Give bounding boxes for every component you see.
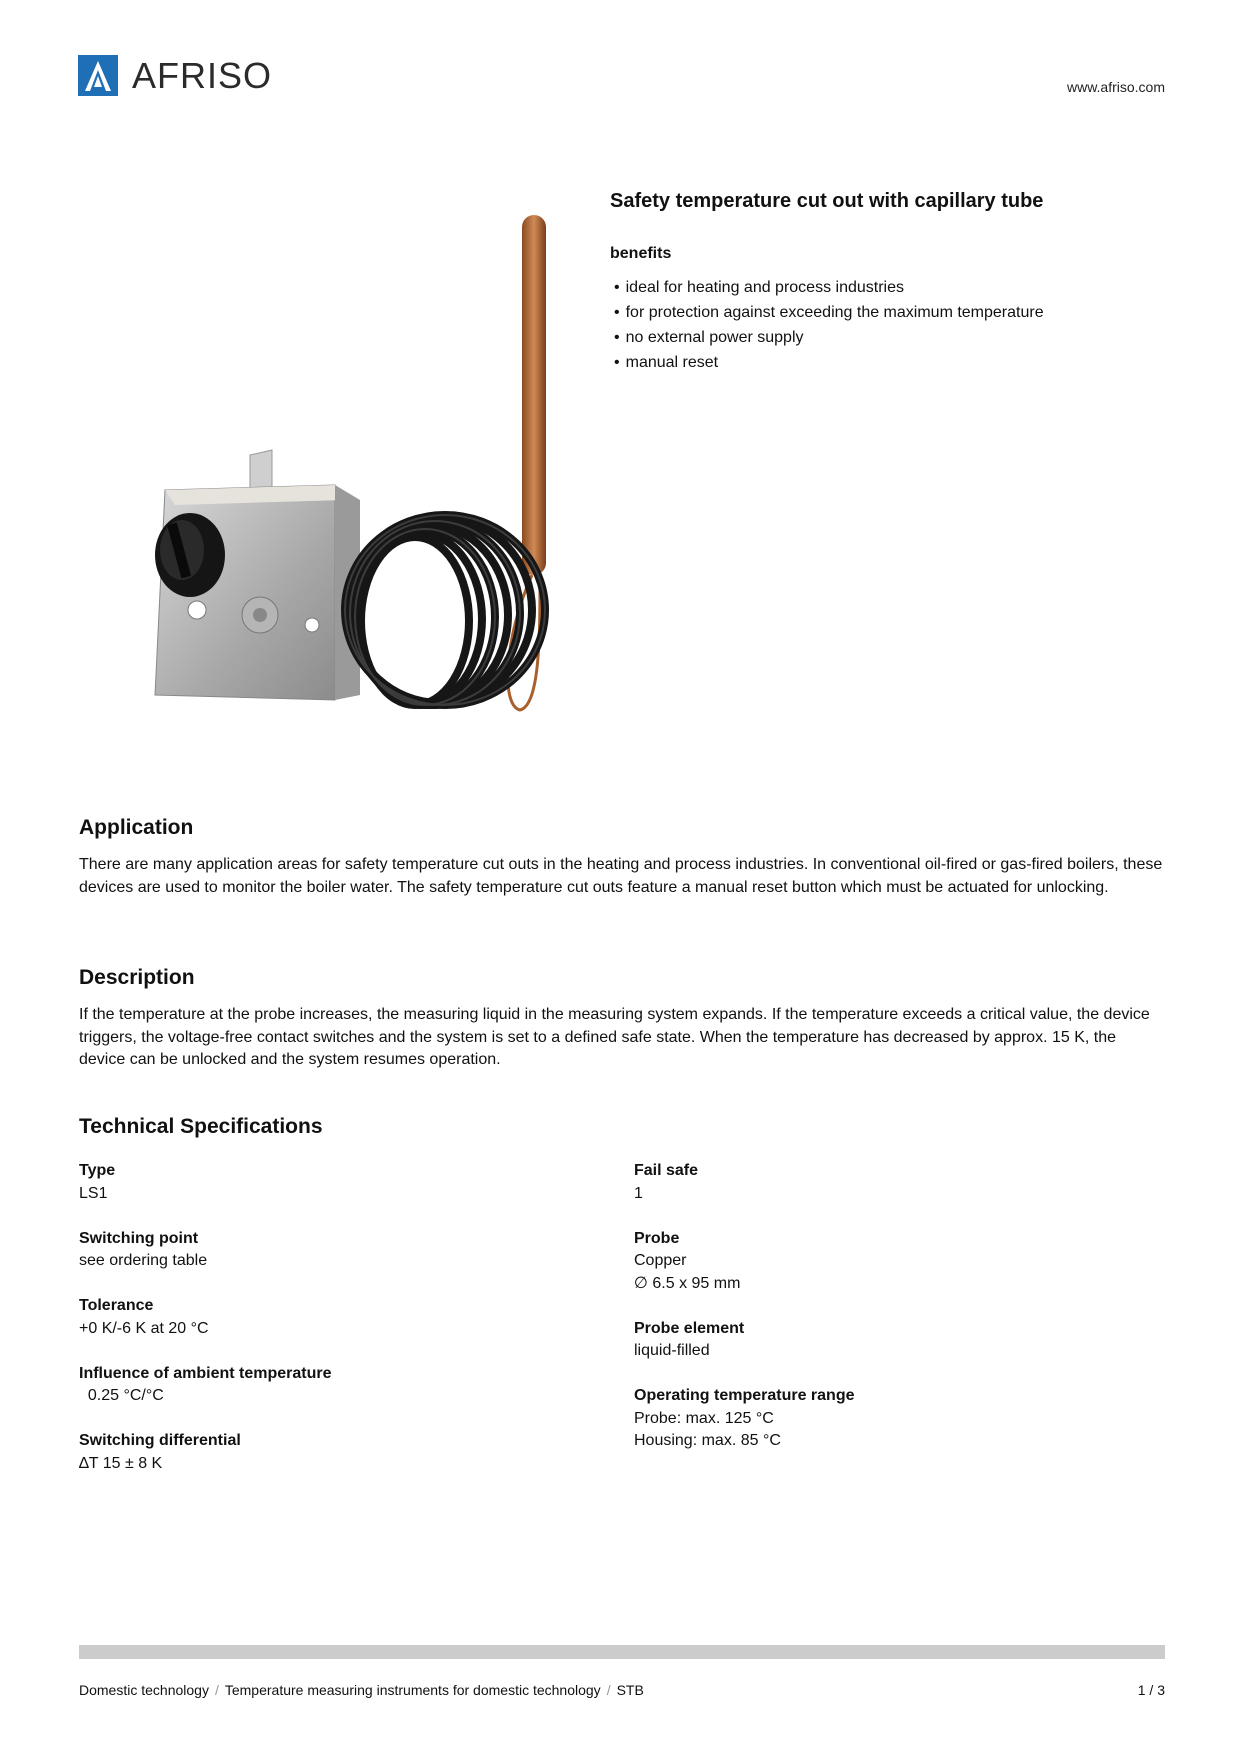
afriso-logo-icon [78, 55, 118, 96]
spec-value: 0.25 °C/°C [79, 1387, 164, 1404]
benefit-item: • manual reset [614, 350, 1044, 375]
spec-label: Type [79, 1162, 116, 1179]
spec-label: Fail safe [634, 1162, 699, 1179]
breadcrumb-item[interactable]: Temperature measuring instruments for domestic technology [224, 1682, 601, 1698]
spec-label: Probe [634, 1229, 680, 1247]
spec-value: +0 K/-6 K at 20 °C [79, 1319, 209, 1337]
benefits-heading: benefits [610, 245, 672, 262]
application-text: There are many application areas for safety temperature cut outs in the heating and process industries. In conventional oil-fired or gas-fired boilers, these devices are used to monitor the boiler water. The safety temperature cut outs feature a manual reset button which must be actuated for unlocking. [79, 856, 1163, 896]
breadcrumb-item[interactable]: Domestic technology [79, 1682, 209, 1698]
spec-fail-safe [634, 1160, 855, 1228]
description-heading: Description [79, 966, 195, 989]
spec-value: ∅ 6.5 x 95 mm [634, 1274, 741, 1292]
benefits-list [614, 275, 1044, 375]
footer-divider-bar [79, 1645, 1165, 1659]
spec-value: LS1 [79, 1184, 108, 1202]
spec-value: liquid-filled [634, 1342, 710, 1359]
spec-value: Copper [634, 1252, 687, 1269]
spec-value: ∆T 15 ± 8 K [79, 1454, 163, 1472]
spec-operating-temperature [634, 1385, 855, 1475]
logo-text: AFRISO [132, 55, 273, 96]
spec-label: Tolerance [79, 1297, 154, 1314]
product-title: Safety temperature cut out with capillary tube [610, 190, 1044, 212]
description-text: If the temperature at the probe increases, the measuring liquid in the measuring system expands. If the temperature exceeds a critical value, the device triggers, the voltage-free contact switches and the system is set to a defined safe state. When the temperature has decreased by approx. 15 K, the device can be unlocked and the system resumes operation. [79, 1006, 1150, 1068]
application-heading: Application [79, 816, 194, 839]
spec-label: Probe element [634, 1319, 745, 1337]
spec-value: Housing: max. 85 °C [634, 1432, 781, 1449]
spec-value: see ordering table [79, 1252, 208, 1269]
spec-label: Influence of ambient temperature [79, 1364, 332, 1382]
tech-specs-right-column [634, 1160, 855, 1475]
benefit-item: • ideal for heating and process industries [614, 275, 1044, 300]
benefit-item: • for protection against exceeding the maximum temperature [614, 300, 1044, 325]
spec-label: Operating temperature range [634, 1387, 855, 1404]
spec-tolerance [79, 1295, 332, 1363]
breadcrumb [79, 1682, 644, 1698]
website-link[interactable]: www.afriso.com [1066, 79, 1165, 95]
spec-type [79, 1160, 332, 1228]
product-image [100, 205, 560, 735]
spec-ambient-influence [79, 1363, 332, 1431]
breadcrumb-separator: / [214, 1682, 219, 1698]
breadcrumb-item[interactable]: STB [616, 1682, 644, 1698]
spec-label: Switching differential [79, 1432, 241, 1449]
spec-value: 1 [634, 1184, 643, 1202]
afriso-logo [78, 55, 272, 96]
spec-switching-differential [79, 1430, 332, 1498]
spec-switching-point [79, 1228, 332, 1296]
spec-label: Switching point [79, 1229, 199, 1247]
spec-probe-element [634, 1318, 855, 1386]
benefit-item: • no external power supply [614, 325, 1044, 350]
breadcrumb-separator: / [606, 1682, 611, 1698]
tech-specs-left-column [79, 1160, 332, 1498]
page-number: 1 / 3 [1137, 1682, 1165, 1698]
spec-probe [634, 1228, 855, 1318]
tech-specs-heading: Technical Specifications [79, 1115, 323, 1138]
spec-value: Probe: max. 125 °C [634, 1409, 774, 1427]
